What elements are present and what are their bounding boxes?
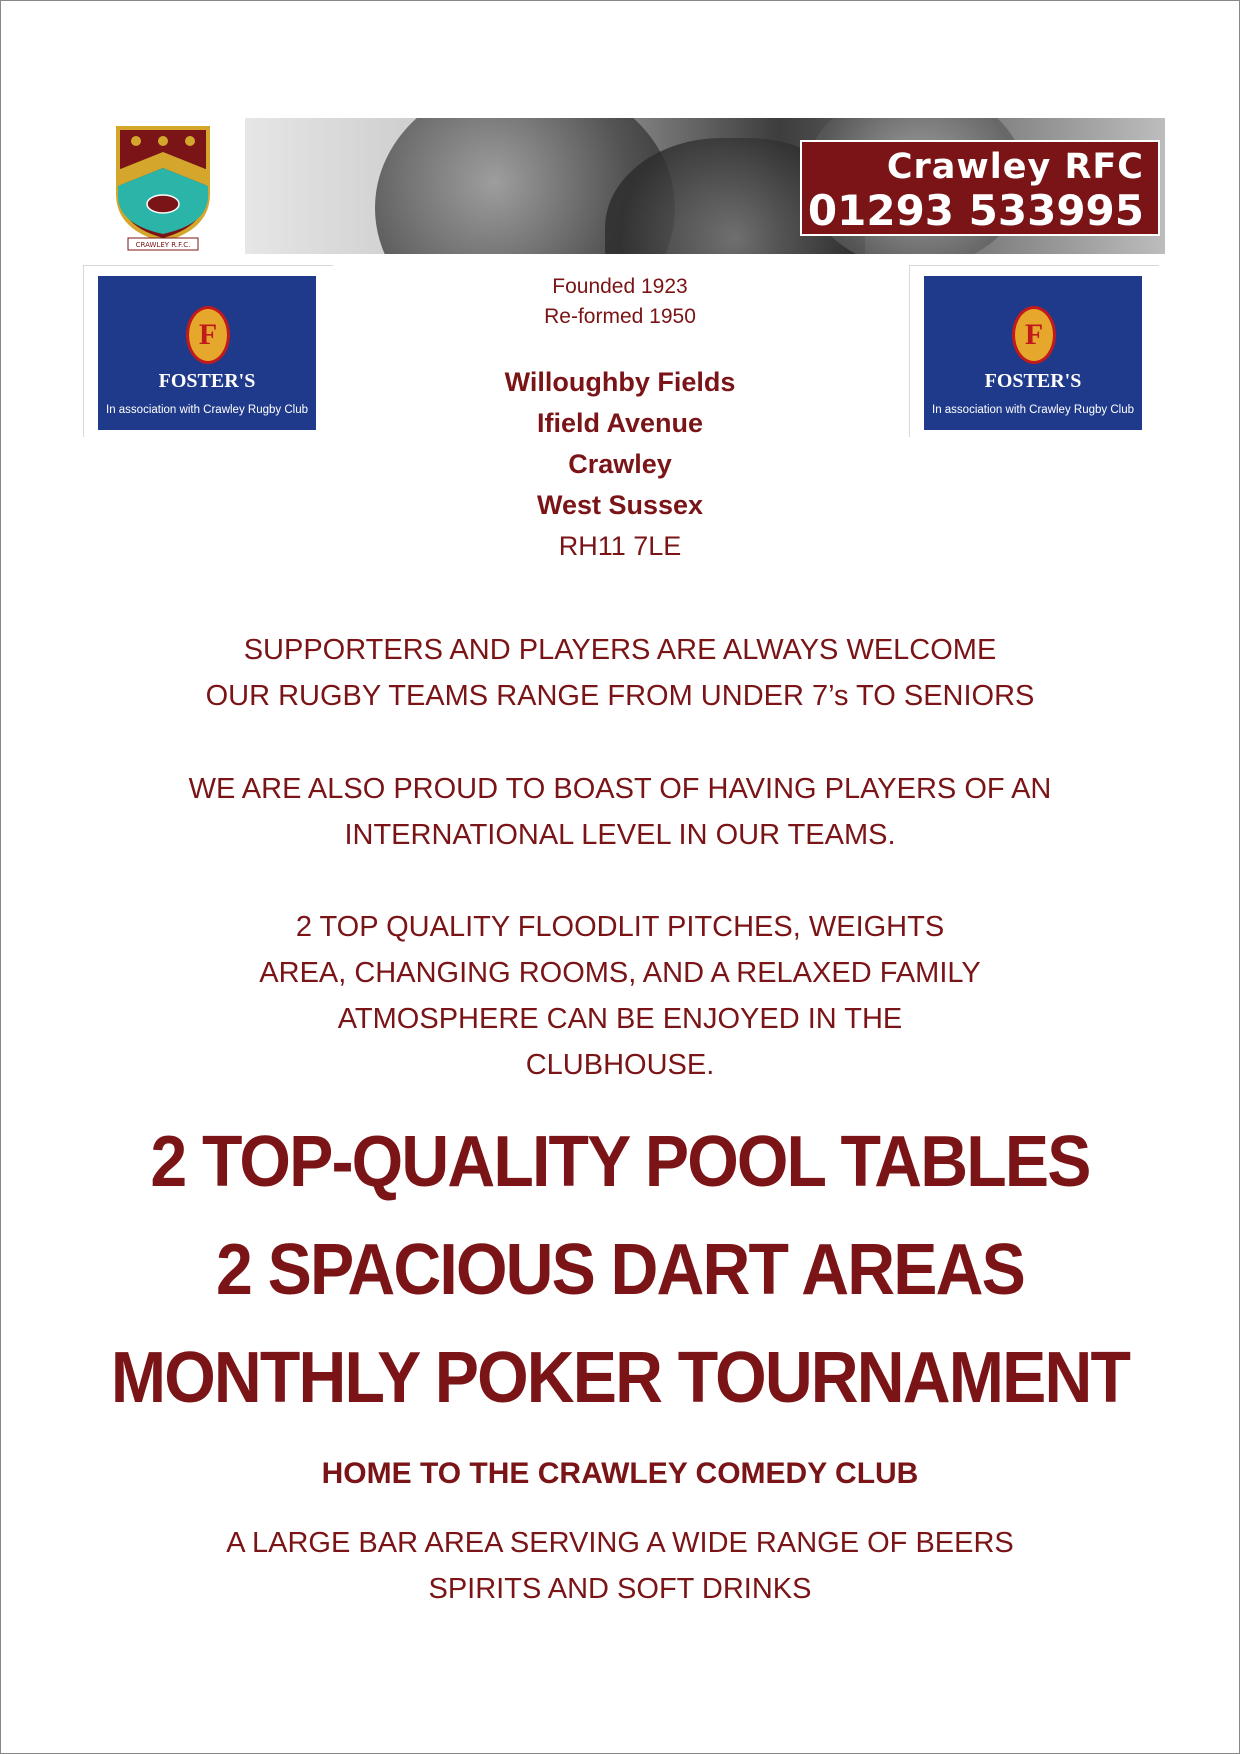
crest-label: CRAWLEY R.F.C. [135, 241, 191, 249]
address-block [0, 362, 1240, 567]
headline-dart-areas: 2 SPACIOUS DART AREAS [216, 1230, 1024, 1310]
address-postcode: RH11 7LE [558, 531, 682, 561]
club-crest-logo [114, 124, 212, 254]
address-line-3: Crawley [568, 449, 672, 479]
headline-pool-tables: 2 TOP-QUALITY POOL TABLES [150, 1122, 1090, 1202]
contact-box [800, 140, 1160, 236]
paragraph-line: SPIRITS AND SOFT DRINKS [428, 1573, 812, 1605]
international-paragraph [0, 766, 1240, 858]
address-line-4: West Sussex [536, 490, 704, 520]
reformed-year: Re-formed 1950 [544, 305, 696, 328]
bar-paragraph [0, 1520, 1240, 1612]
paragraph-line: AREA, CHANGING ROOMS, AND A RELAXED FAMILY [259, 957, 981, 989]
headline-poker: MONTHLY POKER TOURNAMENT [110, 1338, 1130, 1418]
fosters-oval-icon: F [186, 306, 230, 364]
paragraph-line: OUR RUGBY TEAMS RANGE FROM UNDER 7’s TO SENIORS [205, 680, 1035, 712]
facilities-paragraph [0, 904, 1240, 1088]
fosters-oval-icon: F [1012, 306, 1056, 364]
sponsor-tagline: In association with Crawley Rugby Club [106, 404, 308, 416]
headline-block [0, 1108, 1240, 1432]
paragraph-line: 2 TOP QUALITY FLOODLIT PITCHES, WEIGHTS [295, 911, 945, 943]
paragraph-line: ATMOSPHERE CAN BE ENJOYED IN THE [337, 1003, 903, 1035]
paragraph-line: INTERNATIONAL LEVEL IN OUR TEAMS. [344, 819, 896, 851]
paragraph-line: CLUBHOUSE. [525, 1049, 715, 1081]
paragraph-line: A LARGE BAR AREA SERVING A WIDE RANGE OF BEERS [226, 1527, 1014, 1559]
address-line-2: Ifield Avenue [536, 408, 704, 438]
sponsor-brand: FOSTER'S [158, 370, 256, 392]
welcome-paragraph [0, 627, 1240, 719]
club-name: Crawley RFC [886, 147, 1144, 187]
sponsor-brand: FOSTER'S [984, 370, 1082, 392]
sponsor-tagline: In association with Crawley Rugby Club [932, 404, 1134, 416]
header-banner [245, 118, 1165, 254]
phone-number: 01293 533995 [807, 186, 1144, 235]
comedy-club-line: HOME TO THE CRAWLEY COMEDY CLUB [321, 1457, 919, 1490]
paragraph-line: WE ARE ALSO PROUD TO BOAST OF HAVING PLAYERS OF AN [188, 773, 1052, 805]
history-block [0, 272, 1240, 332]
founded-year: Founded 1923 [552, 275, 688, 298]
address-line-1: Willoughby Fields [504, 367, 736, 397]
paragraph-line: SUPPORTERS AND PLAYERS ARE ALWAYS WELCOME [243, 634, 997, 666]
